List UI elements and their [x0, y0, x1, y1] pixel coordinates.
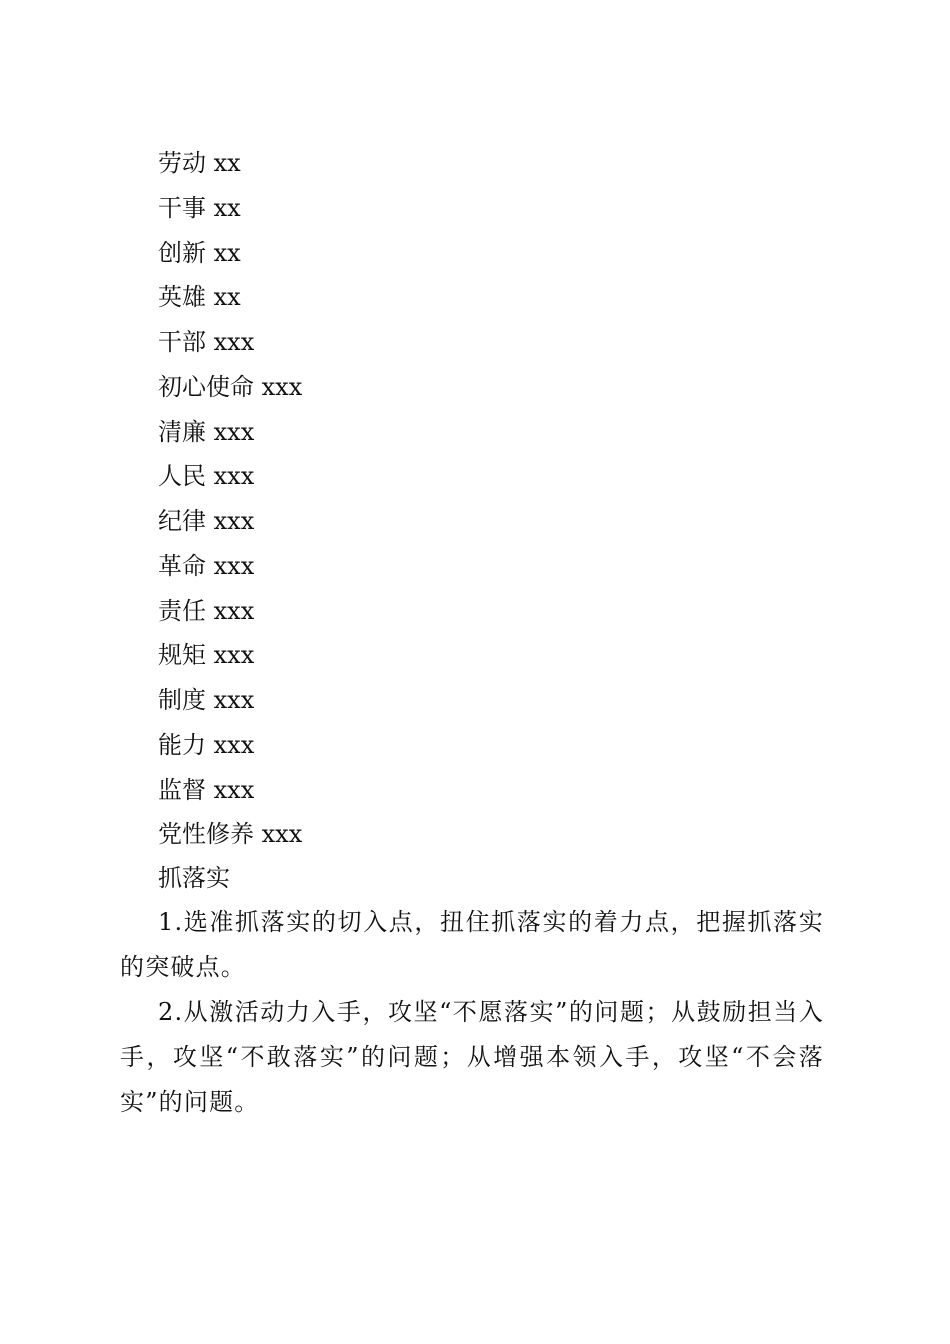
topic-item: 人民 xxx [158, 462, 255, 491]
topic-item: 监督 xxx [158, 775, 255, 804]
topic-item: 初心使命 xxx [158, 372, 303, 401]
topic-item: 能力 xxx [158, 730, 255, 759]
topic-item: 创新 xx [158, 238, 241, 267]
section-heading: 抓落实 [158, 864, 230, 892]
topic-item: 规矩 xxx [158, 641, 255, 670]
topic-item: 革命 xxx [158, 551, 255, 580]
body-paragraph-1: 1.选准抓落实的切入点，扭住抓落实的着力点，把握抓落实的突破点。 [120, 908, 824, 981]
topic-list [158, 141, 302, 857]
topic-item: 党性修养 xxx [158, 820, 303, 849]
topic-item: 纪律 xxx [158, 507, 255, 535]
topic-item: 劳动 xx [158, 149, 241, 177]
topic-item: 责任 xxx [158, 596, 255, 625]
topic-item: 制度 xxx [158, 686, 255, 714]
topic-item: 干事 xx [158, 193, 241, 222]
topic-item: 干部 xxx [158, 328, 255, 356]
topic-item: 英雄 xx [158, 283, 241, 312]
body-paragraph-2: 2.从激活动力入手，攻坚“不愿落实”的问题；从鼓励担当入手，攻坚“不敢落实”的问题；从增强本领入手，攻坚“不会落实”的问题。 [120, 998, 824, 1116]
topic-item: 清廉 xxx [158, 417, 255, 446]
